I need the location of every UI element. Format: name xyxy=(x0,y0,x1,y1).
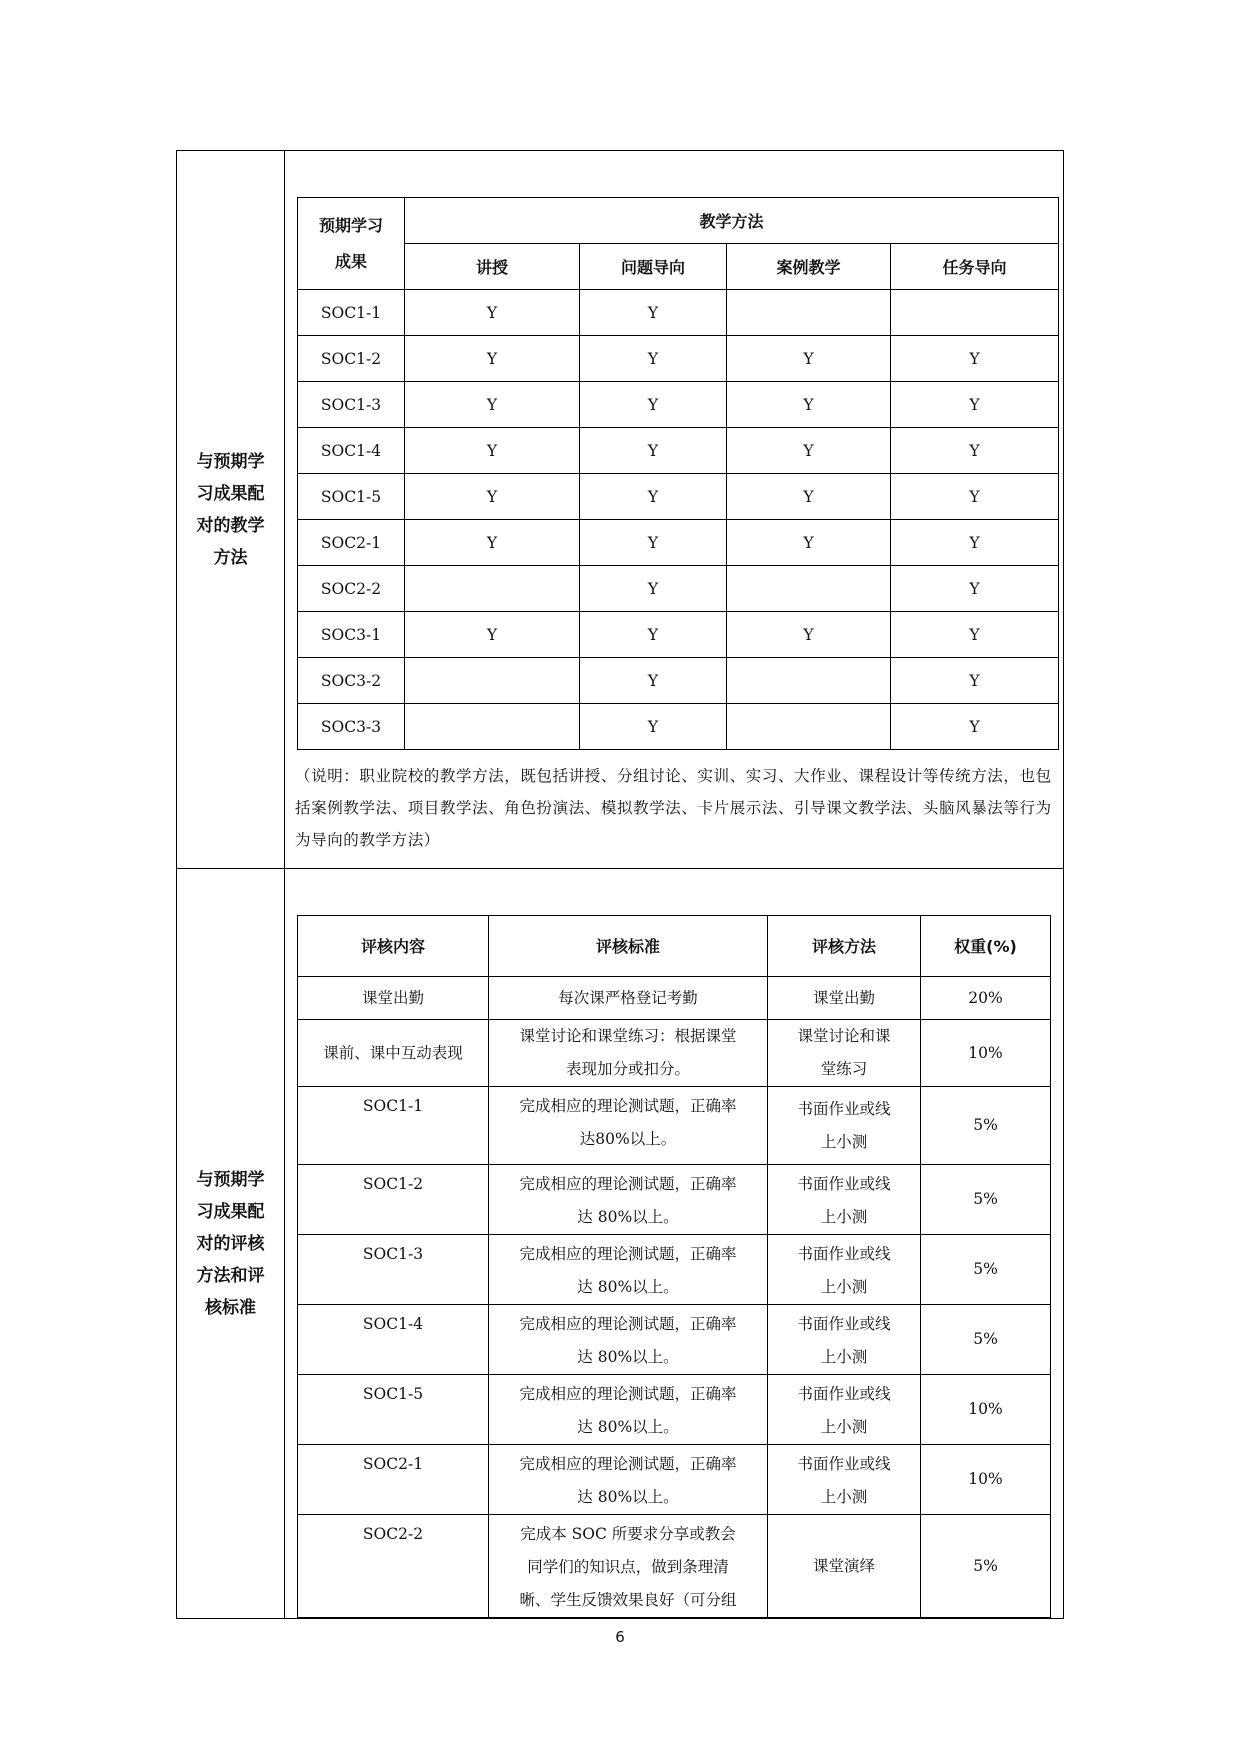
header-weight: 权重(%) xyxy=(921,916,1051,977)
table-row: SOC3-1 Y Y Y Y xyxy=(298,612,1059,658)
table-row: SOC2-1 完成相应的理论测试题，正确率 达 80%以上。 书面作业或线 上小测 10% xyxy=(298,1445,1051,1515)
table-row: SOC1-1 完成相应的理论测试题，正确率 达80%以上。 书面作业或线 上小测 5% xyxy=(298,1087,1051,1165)
header-method-task: 任务导向 xyxy=(891,244,1059,290)
header-method-problem: 问题导向 xyxy=(580,244,727,290)
table-row: SOC1-5 Y Y Y Y xyxy=(298,474,1059,520)
header-assessment-method: 评核方法 xyxy=(768,916,921,977)
header-method-case: 案例教学 xyxy=(727,244,891,290)
header-method-lecture: 讲授 xyxy=(405,244,580,290)
table-row: SOC1-4 Y Y Y Y xyxy=(298,428,1059,474)
teaching-methods-note: （说明：职业院校的教学方法，既包括讲授、分组讨论、实训、实习、大作业、课程设计等传统方法，也包括案例教学法、项目教学法、角色扮演法、模拟教学法、卡片展示法、引导课文教学法、头脑风暴法等行为为导向的教学方法） xyxy=(295,767,1052,849)
header-expected-outcome: 预期学习 成果 xyxy=(298,198,405,290)
table-row: SOC1-2 Y Y Y Y xyxy=(298,336,1059,382)
table-row: SOC1-4 完成相应的理论测试题，正确率 达 80%以上。 书面作业或线 上小测 5% xyxy=(298,1305,1051,1375)
assessment-cell xyxy=(285,869,1064,1619)
table-row: SOC2-1 Y Y Y Y xyxy=(298,520,1059,566)
table-row: SOC1-2 完成相应的理论测试题，正确率 达 80%以上。 书面作业或线 上小测 5% xyxy=(298,1165,1051,1235)
assessment-table xyxy=(297,915,1051,1618)
header-teaching-method-group: 教学方法 xyxy=(405,198,1059,244)
section-label-teaching-methods: 与预期学 习成果配 对的教学 方法 xyxy=(177,151,285,869)
page-number: 6 xyxy=(615,1628,625,1646)
table-row: SOC2-2 Y Y xyxy=(298,566,1059,612)
section-label-assessment: 与预期学 习成果配 对的评核 方法和评 核标准 xyxy=(177,869,285,1619)
teaching-methods-table xyxy=(297,197,1059,750)
table-row: SOC1-3 Y Y Y Y xyxy=(298,382,1059,428)
table-row: SOC2-2 完成本 SOC 所要求分享或教会 同学们的知识点，做到条理清 晰、学生反馈效果良好（可分组 课堂演绎 5% xyxy=(298,1515,1051,1618)
header-assessment-standard: 评核标准 xyxy=(489,916,768,977)
syllabus-table xyxy=(176,150,1064,1619)
table-row: 课前、课中互动表现 课堂讨论和课堂练习：根据课堂 表现加分或扣分。 课堂讨论和课 堂练习 10% xyxy=(298,1020,1051,1087)
table-row: SOC3-2 Y Y xyxy=(298,658,1059,704)
header-assessment-content: 评核内容 xyxy=(298,916,489,977)
teaching-methods-cell xyxy=(285,151,1064,869)
table-row: SOC1-3 完成相应的理论测试题，正确率 达 80%以上。 书面作业或线 上小测 5% xyxy=(298,1235,1051,1305)
table-row: SOC3-3 Y Y xyxy=(298,704,1059,750)
table-row: 课堂出勤 每次课严格登记考勤 课堂出勤 20% xyxy=(298,977,1051,1020)
table-row: SOC1-5 完成相应的理论测试题，正确率 达 80%以上。 书面作业或线 上小测 10% xyxy=(298,1375,1051,1445)
table-row: SOC1-1 Y Y xyxy=(298,290,1059,336)
